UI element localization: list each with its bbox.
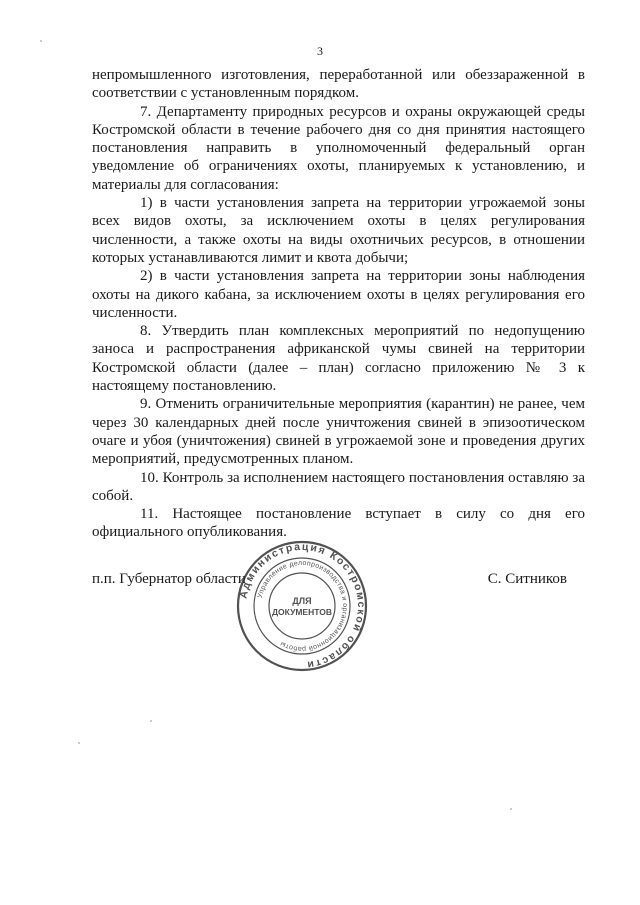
page-number: 3	[317, 44, 323, 58]
seal-outer-text: Администрация Костромской области	[237, 540, 368, 671]
seal-center-line1: ДЛЯ	[292, 596, 312, 606]
scan-speck	[510, 808, 512, 810]
scan-speck	[150, 720, 152, 722]
signatory-name: С. Ситников	[487, 571, 567, 587]
document-body	[92, 66, 585, 542]
paragraph-8: 8. Утвердить план комплексных мероприятий по недопущению заноса и распространения африканской чумы свиней на территории Костромской области (далее – план) согласно приложению № 3 к настоящему постановлению.	[92, 323, 585, 395]
paragraph-11: 11. Настоящее постановление вступает в силу со дня его официального опубликования.	[92, 506, 585, 541]
paragraph-continuation: непромышленного изготовления, переработанной или обеззараженной в соответствии с установленным порядком.	[92, 67, 585, 102]
paragraph-10: 10. Контроль за исполнением настоящего постановления оставляю за собой.	[92, 469, 585, 504]
paragraph-7: 7. Департаменту природных ресурсов и охраны окружающей среды Костромской области в течение рабочего дня со дня принятия настоящего постановления направить в уполномоченный федеральный орган уведомление об ограничениях охоты, планируемых к установлению, и материалы для согласования:	[92, 103, 585, 193]
paragraph-9: 9. Отменить ограничительные мероприятия (карантин) не ранее, чем через 30 календарных дней после уничтожения свиней в эпизоотическом очаге и убоя (уничтожения) свиней в угрожаемой зоне и проведения других мероприятий, предусмотренных планом.	[92, 396, 585, 468]
signatory-position: п.п. Губернатор области	[92, 571, 246, 587]
official-seal	[234, 538, 370, 674]
paragraph-7-item-2: 2) в части установления запрета на территории зоны наблюдения охоты на дикого кабана, за исключением охоты в целях регулирования его численности.	[92, 268, 585, 321]
paragraph-7-item-1: 1) в части установления запрета на территории угрожаемой зоны всех видов охоты, за исключением охоты в целях регулирования численности, а также охоты на виды охотничьих ресурсов, в отношении которых устанавливаются лимит и квота добычи;	[92, 195, 585, 266]
seal-inner-text: Управление делопроизводства и организационной работы	[256, 559, 349, 653]
scan-speck	[78, 742, 80, 744]
scan-speck	[40, 40, 42, 42]
seal-center-line2: ДОКУМЕНТОВ	[272, 607, 332, 617]
